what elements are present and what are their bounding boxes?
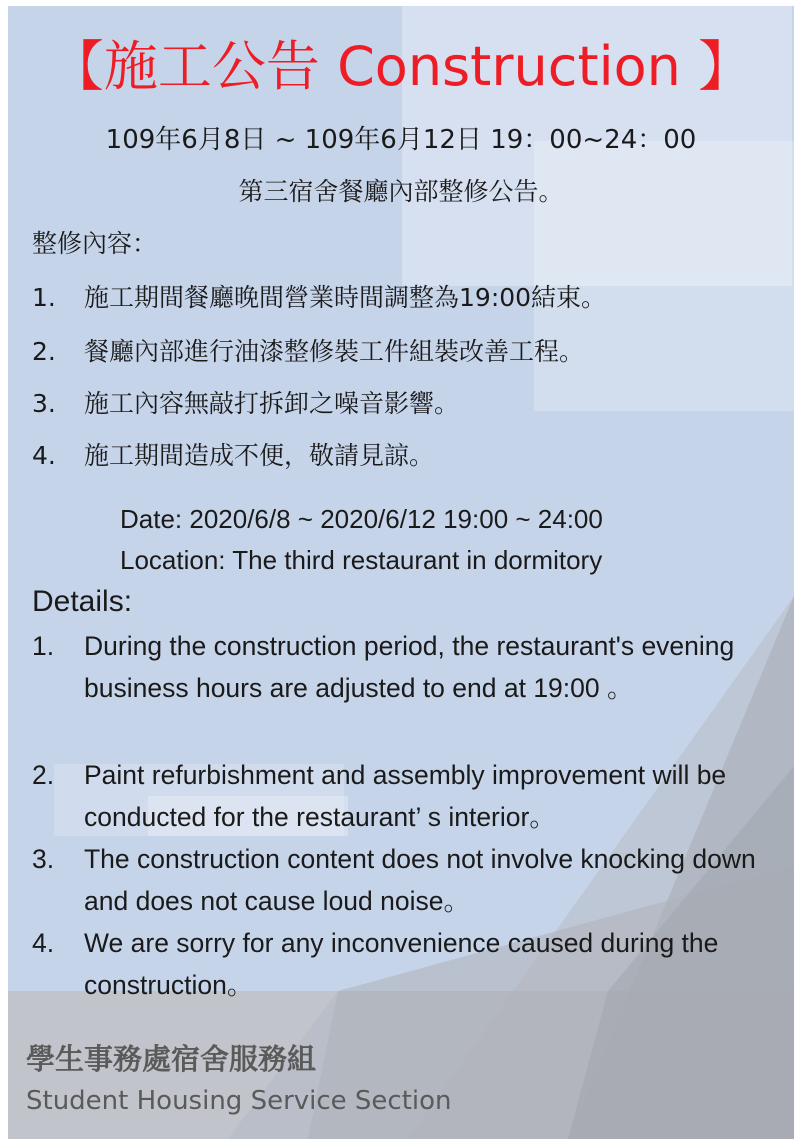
list-text: Paint refurbishment and assembly improvement will be conducted for the restaurant’ s interior。 bbox=[84, 760, 727, 832]
english-date: Date: 2020/6/8 ~ 2020/6/12 19:00 ~ 24:00 bbox=[120, 504, 603, 534]
english-list-item bbox=[32, 838, 777, 922]
notice-poster bbox=[8, 6, 794, 1139]
chinese-list-item bbox=[32, 282, 606, 314]
list-text: 施工內容無敲打拆卸之噪音影響。 bbox=[84, 389, 460, 418]
footer-organization-english: Student Housing Service Section bbox=[26, 1086, 452, 1116]
chinese-details-label: 整修內容： bbox=[32, 229, 158, 258]
footer-organization-chinese: 學生事務處宿舍服務組 bbox=[26, 1042, 317, 1076]
list-text: During the construction period, the restaurant's evening business hours are adjusted to end at 19:00 。 bbox=[84, 631, 735, 703]
list-number: 1. bbox=[32, 283, 56, 312]
list-number: 3. bbox=[32, 844, 55, 874]
list-number: 4. bbox=[32, 441, 56, 470]
list-number: 3. bbox=[32, 389, 56, 418]
english-list-item bbox=[32, 625, 777, 709]
page-title: 【施工公告 Construction 】 bbox=[49, 35, 753, 98]
chinese-list-item bbox=[32, 388, 459, 420]
list-text: The construction content does not involve knocking down and does not cause loud noise。 bbox=[84, 844, 756, 916]
chinese-location: 第三宿舍餐廳內部整修公告。 bbox=[238, 177, 564, 206]
list-number: 2. bbox=[32, 760, 55, 790]
chinese-list-item bbox=[32, 336, 584, 368]
english-list-item bbox=[32, 922, 777, 1006]
english-list-item bbox=[32, 754, 777, 838]
chinese-list-item bbox=[32, 440, 434, 472]
list-number: 1. bbox=[32, 631, 55, 661]
chinese-time-range: 109年6月8日 ~ 109年6月12日 19：00~24：00 bbox=[105, 125, 697, 155]
list-text: 餐廳內部進行油漆整修裝工件組裝改善工程。 bbox=[84, 337, 585, 366]
list-number: 4. bbox=[32, 928, 55, 958]
list-text: 施工期間餐廳晚間營業時間調整為19:00結束。 bbox=[84, 283, 607, 312]
list-text: We are sorry for any inconvenience caused during the construction。 bbox=[84, 928, 719, 1000]
list-text: 施工期間造成不便，敬請見諒。 bbox=[84, 441, 435, 470]
english-location: Location: The third restaurant in dormitory bbox=[120, 545, 603, 575]
list-number: 2. bbox=[32, 337, 56, 366]
english-details-label: Details: bbox=[32, 585, 133, 618]
